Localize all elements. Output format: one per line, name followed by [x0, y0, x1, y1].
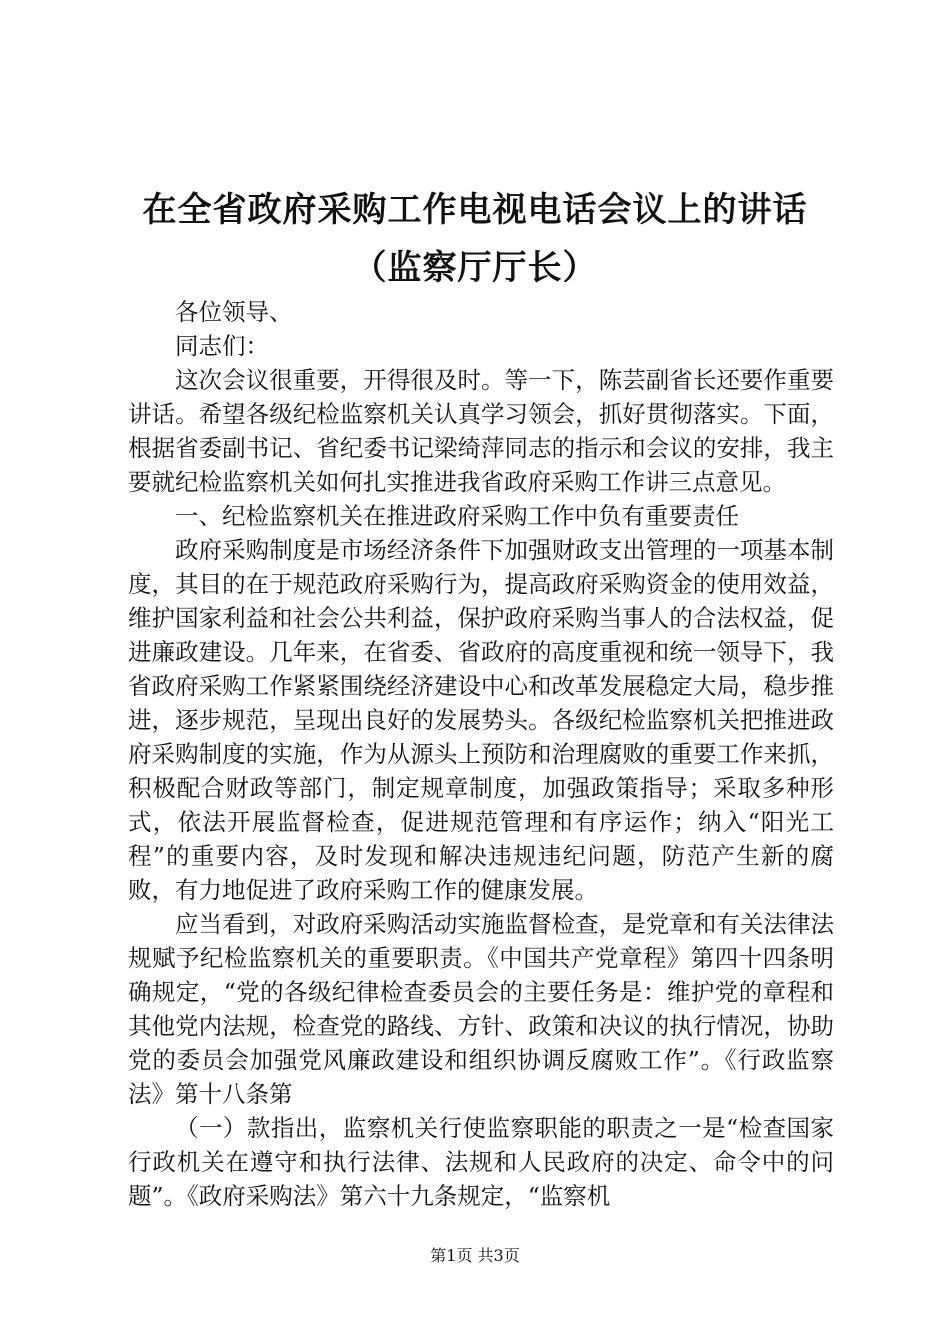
salutation-line-2: 同志们：	[175, 332, 269, 360]
intro-paragraph: 这次会议很重要，开得很及时。等一下，陈芸副省长还要作重要讲话。希望各级纪检监察机关认真学习领会，抓好贯彻落实。下面，根据省委副书记、省纪委书记梁绮萍同志的指示和会议的安排，我主要就纪检监察机关如何扎实推进我省政府采购工作讲三点意见。	[128, 366, 834, 496]
body-paragraph-2: 应当看到，对政府采购活动实施监督检查，是党章和有关法律法规赋予纪检监察机关的重要职责。《中国共产党章程》第四十四条明确规定，“党的各级纪律检查委员会的主要任务是：维护党的章程和其他党内法规，检查党的路线、方针、政策和决议的执行情况，协助党的委员会加强党风廉政建设和组织协调反腐败工作”。《行政监察法》第十八条第	[128, 910, 834, 1108]
section-heading-1: 一、纪检监察机关在推进政府采购工作中负有重要责任	[175, 502, 739, 530]
body-paragraph-1: 政府采购制度是市场经济条件下加强财政支出管理的一项基本制度，其目的在于规范政府采购行为，提高政府采购资金的使用效益，维护国家利益和社会公共利益，保护政府采购当事人的合法权益，促进廉政建设。几年来，在省委、省政府的高度重视和统一领导下，我省政府采购工作紧紧围绕经济建设中心和改革发展稳定大局，稳步推进，逐步规范，呈现出良好的发展势头。各级纪检监察机关把推进政府采购制度的实施，作为从源头上预防和治理腐败的重要工作来抓，积极配合财政等部门，制定规章制度，加强政策指导；采取多种形式，依法开展监督检查，促进规范管理和有序运作；纳入“阳光工程”的重要内容，及时发现和解决违规违纪问题，防范产生新的腐败，有力地促进了政府采购工作的健康发展。	[128, 536, 834, 904]
page-number: 第1页 共3页	[430, 1246, 520, 1265]
document-title: 在全省政府采购工作电视电话会议上的讲话	[142, 190, 808, 230]
salutation-line-1: 各位领导、	[175, 298, 293, 326]
document-subtitle: （监察厅厅长）	[352, 248, 598, 288]
body-paragraph-3: （一）款指出，监察机关行使监察职能的职责之一是“检查国家行政机关在遵守和执行法律、法规和人民政府的决定、命令中的问题”。《政府采购法》第六十九条规定，“监察机	[128, 1114, 834, 1210]
document-body	[128, 295, 834, 1213]
